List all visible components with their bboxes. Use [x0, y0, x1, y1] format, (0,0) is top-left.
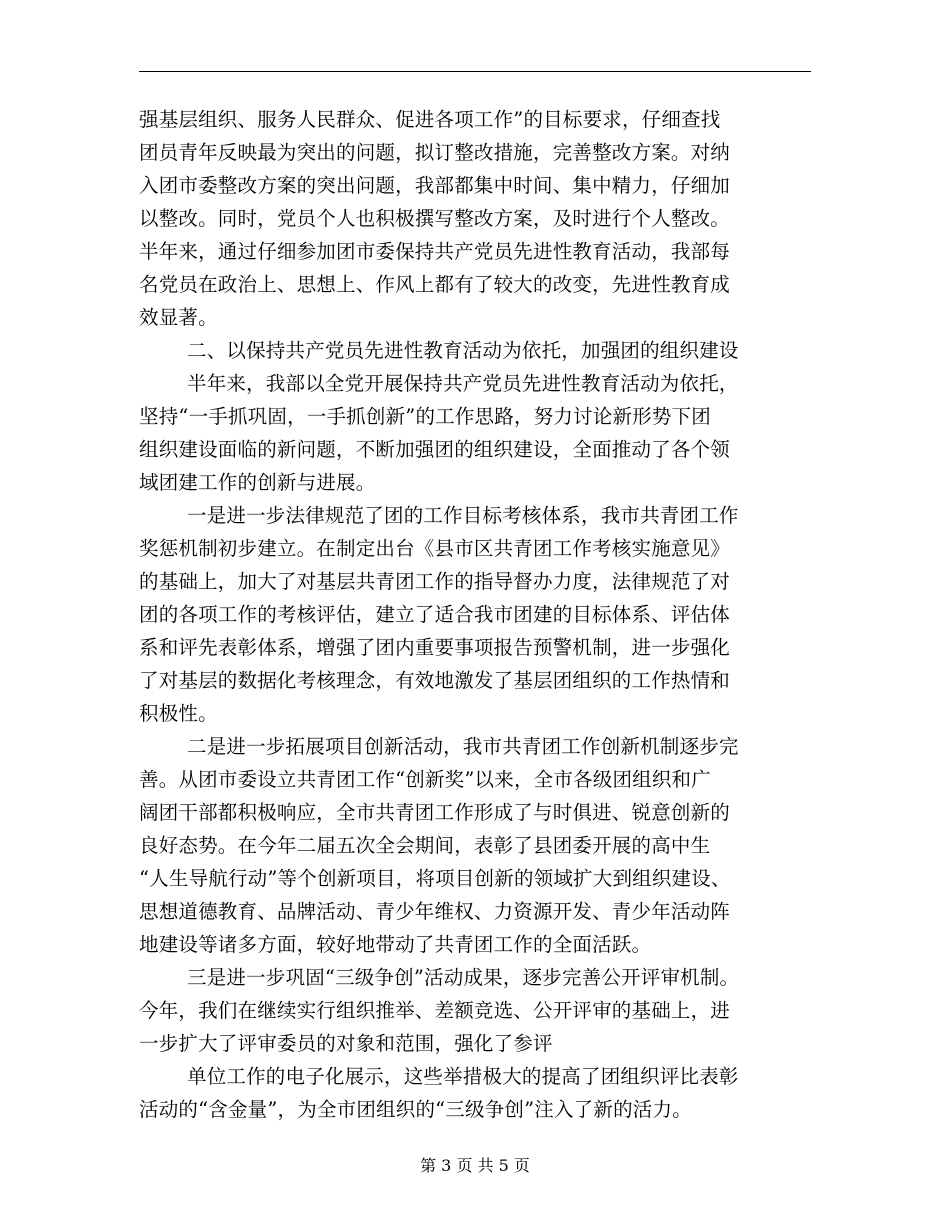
text-line: 一是进一步法律规范了团的工作目标考核体系，我市共青团工作 — [187, 504, 739, 527]
text-line: 二是进一步拓展项目创新活动，我市共青团工作创新机制逐步完 — [187, 735, 739, 758]
text-line: 一步扩大了评审委员的对象和范围，强化了参评 — [139, 1032, 553, 1055]
text-line: 入团市委整改方案的突出问题，我部都集中时间、集中精力，仔细加 — [139, 174, 731, 197]
text-line: 组织建设面临的新问题，不断加强团的组织建设，全面推动了各个领 — [139, 438, 731, 461]
text-line: 单位工作的电子化展示，这些举措极大的提高了团组织评比表彰 — [187, 1065, 739, 1088]
text-line: 今年，我们在继续实行组织推举、差额竞选、公开评审的基础上，进 — [139, 999, 731, 1022]
text-line: 的基础上，加大了对基层共青团工作的指导督办力度，法律规范了对 — [139, 570, 731, 593]
text-line: 强基层组织、服务人民群众、促进各项工作”的目标要求，仔细查找 — [139, 108, 721, 131]
text-line: 半年来，我部以全党开展保持共产党员先进性教育活动为依托， — [187, 372, 739, 395]
text-line: 团员青年反映最为突出的问题，拟订整改措施，完善整改方案。对纳 — [139, 141, 731, 164]
text-line: 名党员在政治上、思想上、作风上都有了较大的改变，先进性教育成 — [139, 273, 731, 296]
text-line: 了对基层的数据化考核理念，有效地激发了基层团组织的工作热情和 — [139, 669, 731, 692]
text-line: 三是进一步巩固“三级争创”活动成果，逐步完善公开评审机制。 — [187, 966, 740, 989]
text-line: 善。从团市委设立共青团工作“创新奖”以来，全市各级团组织和广 — [139, 768, 711, 791]
text-line: 团的各项工作的考核评估，建立了适合我市团建的目标体系、评估体 — [139, 603, 731, 626]
text-line: 域团建工作的创新与进展。 — [139, 471, 376, 494]
text-line: 二、以保持共产党员先进性教育活动为依托，加强团的组织建设 — [187, 339, 739, 362]
text-line: 地建设等诸多方面，较好地带动了共青团工作的全面活跃。 — [139, 933, 652, 956]
text-line: 半年来，通过仔细参加团市委保持共产党员先进性教育活动，我部每 — [139, 240, 731, 263]
text-line: 活动的“含金量”，为全市团组织的“三级争创”注入了新的活力。 — [139, 1098, 692, 1121]
text-line: 奖惩机制初步建立。在制定出台《县市区共青团工作考核实施意见》 — [139, 537, 731, 560]
text-line: 以整改。同时，党员个人也积极撰写整改方案，及时进行个人整改。 — [139, 207, 731, 230]
text-line: “人生导航行动”等个创新项目，将项目创新的领域扩大到组织建设、 — [139, 867, 731, 890]
text-line: 效显著。 — [139, 306, 218, 329]
text-line: 积极性。 — [139, 702, 218, 725]
header-rule — [139, 71, 811, 72]
text-line: 系和评先表彰体系，增强了团内重要事项报告预警机制，进一步强化 — [139, 636, 731, 659]
document-body — [139, 103, 819, 1126]
text-line: 思想道德教育、品牌活动、青少年维权、力资源开发、青少年活动阵 — [139, 900, 731, 923]
page-number-footer: 第 3 页 共 5 页 — [420, 1156, 530, 1175]
text-line: 良好态势。在今年二届五次全会期间，表彰了县团委开展的高中生 — [139, 834, 711, 857]
text-line: 坚持“一手抓巩固，一手抓创新”的工作思路，努力讨论新形势下团 — [139, 405, 711, 428]
text-line: 阔团干部都积极响应，全市共青团工作形成了与时俱进、锐意创新的 — [139, 801, 731, 824]
